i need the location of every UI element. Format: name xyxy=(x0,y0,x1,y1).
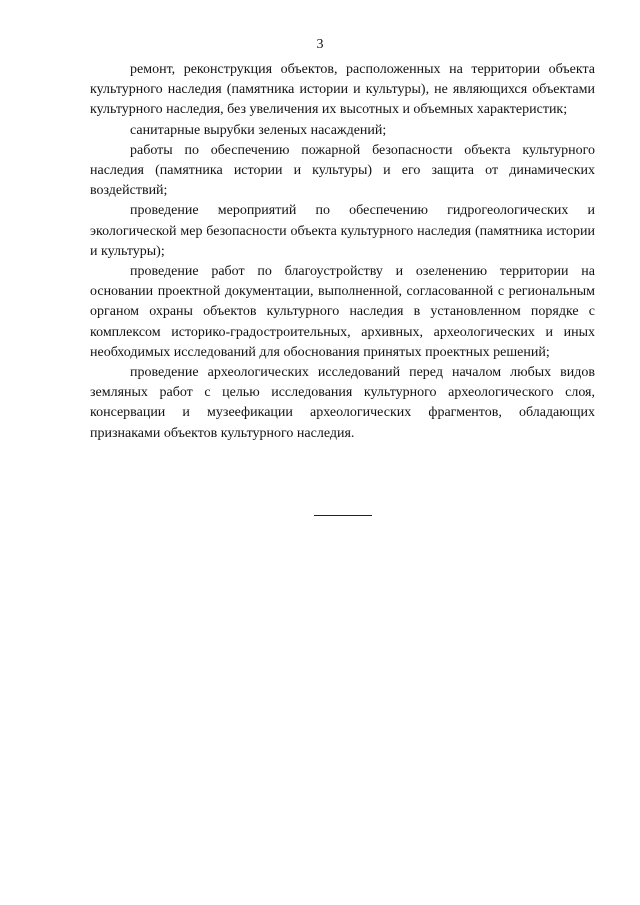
page-number: 3 xyxy=(316,37,324,52)
paragraph-landscaping: проведение работ по благоустройству и озеленению территории на основании проектной документации, выполненной, согласованной с региональным органом охраны объектов культурного наследия в установленном порядке с комплексом историко-градостроительных, архивных, археологических и иных необходимых исследований для обоснования принятых проектных решений; xyxy=(90,264,595,360)
paragraph-archaeological-research: проведение археологических исследований перед началом любых видов земляных работ с целью исследования культурного археологического слоя, консервации и музеефикации археологических фрагментов, обладающих признаками объектов культурного наследия. xyxy=(90,365,595,441)
end-of-document-rule xyxy=(314,515,372,516)
document-body xyxy=(90,60,595,444)
paragraph-sanitary-felling: санитарные вырубки зеленых насаждений; xyxy=(130,122,387,138)
paragraph-hydrogeological-measures: проведение мероприятий по обеспечению гидрогеологических и экологической мер безопасности объекта культурного наследия (памятника истории и культуры); xyxy=(90,203,595,259)
paragraph-fire-safety: работы по обеспечению пожарной безопасности объекта культурного наследия (памятника истории и культуры) и его защита от динамических воздействий; xyxy=(90,142,595,199)
paragraph-reconstruction: ремонт, реконструкция объектов, расположенных на территории объекта культурного наследия (памятника истории и культуры), не являющихся объектами культурного наследия, без увеличения их высотных и объемных характеристик; xyxy=(90,62,595,118)
